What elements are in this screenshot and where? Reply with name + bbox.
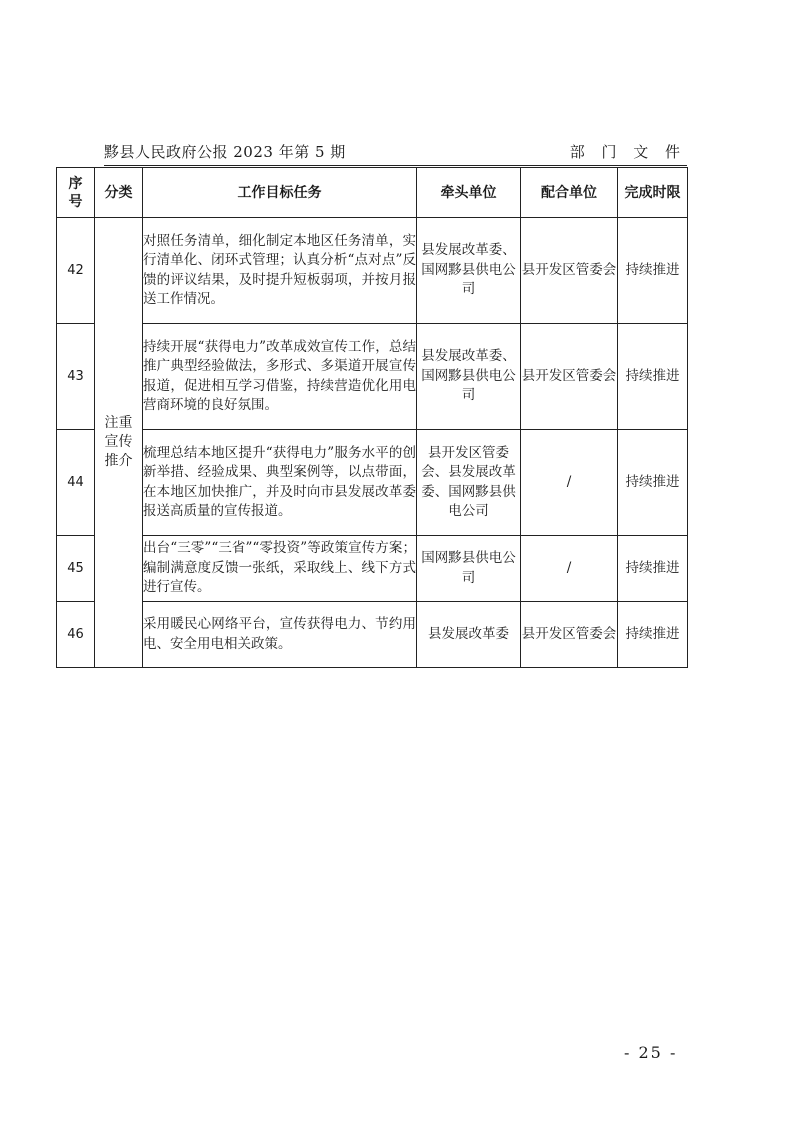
row-number: 45	[57, 536, 95, 602]
coop-unit: 县开发区管委会	[521, 218, 618, 324]
table-row	[57, 324, 688, 430]
row-number: 42	[57, 218, 95, 324]
bulletin-title: 黟县人民政府公报 2023 年第 5 期	[104, 143, 346, 161]
lead-unit: 县发展改革委、国网黟县供电公司	[417, 218, 521, 324]
page-header	[104, 141, 686, 163]
row-number: 44	[57, 430, 95, 536]
page-number: - 25 -	[624, 1043, 678, 1062]
row-number: 43	[57, 324, 95, 430]
category-label: 注重宣传推介	[104, 415, 133, 469]
column-header-deadline: 完成时限	[618, 168, 688, 218]
coop-unit: /	[521, 536, 618, 602]
deadline: 持续推进	[618, 430, 688, 536]
table-row	[57, 602, 688, 668]
row-number: 46	[57, 602, 95, 668]
coop-unit: 县开发区管委会	[521, 324, 618, 430]
deadline: 持续推进	[618, 602, 688, 668]
task-text: 梳理总结本地区提升“获得电力”服务水平的创新举措、经验成果、典型案例等，以点带面，在本地区加快推广，并及时向市县发展改革委报送高质量的宣传报道。	[143, 430, 417, 536]
column-header-coop: 配合单位	[521, 168, 618, 218]
column-header-lead: 牵头单位	[417, 168, 521, 218]
coop-unit: 县开发区管委会	[521, 602, 618, 668]
deadline: 持续推进	[618, 536, 688, 602]
table-row	[57, 536, 688, 602]
table-row	[57, 430, 688, 536]
coop-unit: /	[521, 430, 618, 536]
deadline: 持续推进	[618, 324, 688, 430]
header-rule	[104, 165, 687, 166]
column-header-category: 分类	[95, 168, 143, 218]
category-cell	[95, 218, 143, 668]
lead-unit: 国网黟县供电公司	[417, 536, 521, 602]
section-label: 部 门 文 件	[569, 143, 686, 161]
task-text: 对照任务清单，细化制定本地区任务清单，实行清单化、闭环式管理；认真分析“点对点”反馈的评议结果，及时提升短板弱项，并按月报送工作情况。	[143, 218, 417, 324]
task-table	[56, 167, 688, 668]
table-row	[57, 218, 688, 324]
column-header-task: 工作目标任务	[143, 168, 417, 218]
task-text: 采用暖民心网络平台，宣传获得电力、节约用电、安全用电相关政策。	[143, 602, 417, 668]
task-text: 出台“三零”“三省”“零投资”等政策宣传方案；编制满意度反馈一张纸，采取线上、线下方式进行宣传。	[143, 536, 417, 602]
task-text: 持续开展“获得电力”改革成效宣传工作，总结推广典型经验做法，多形式、多渠道开展宣传报道，促进相互学习借鉴，持续营造优化用电营商环境的良好氛围。	[143, 324, 417, 430]
lead-unit: 县发展改革委、国网黟县供电公司	[417, 324, 521, 430]
lead-unit: 县开发区管委会、县发展改革委、国网黟县供电公司	[417, 430, 521, 536]
column-header-num: 序号	[57, 168, 95, 218]
lead-unit: 县发展改革委	[417, 602, 521, 668]
table-header-row	[57, 168, 688, 218]
deadline: 持续推进	[618, 218, 688, 324]
